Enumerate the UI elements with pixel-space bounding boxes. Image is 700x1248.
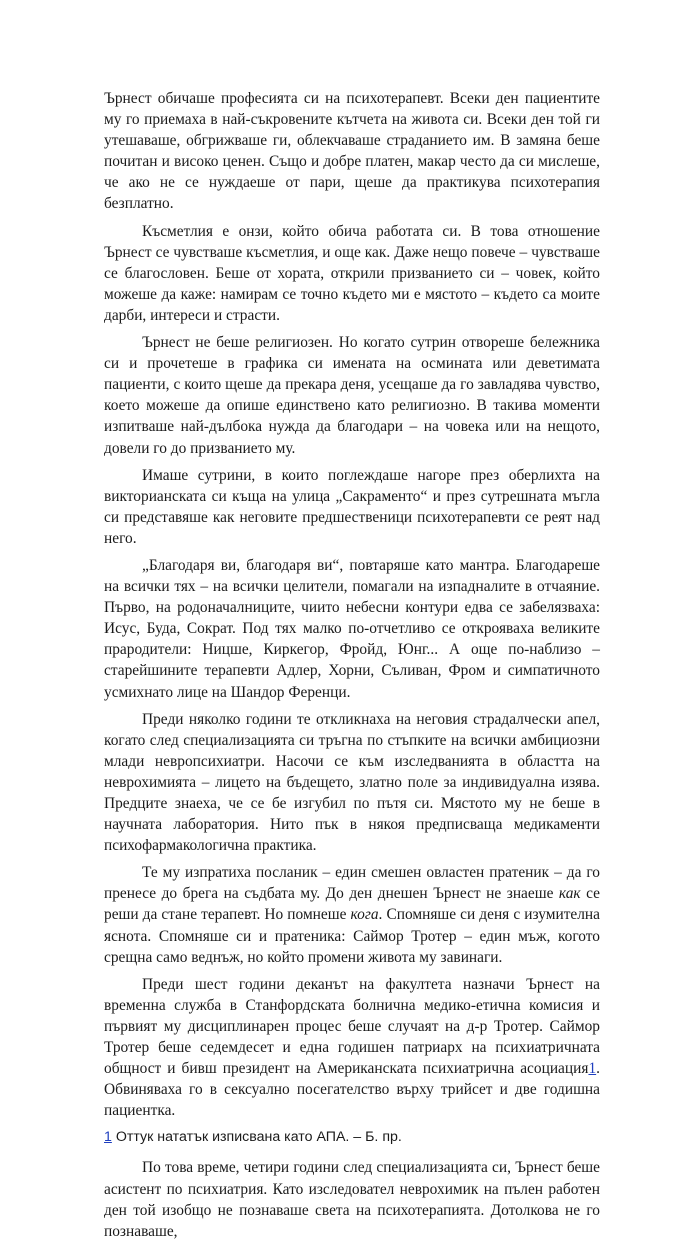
paragraph-2: Късметлия е онзи, който обича работата си. В това отношение Ърнест се чувстваше късметлия, и още как. Даже нещо повече – чувстваше се благословен. Беше от хората, открили призванието си – човек, който можеше да каже: намирам се точно където ми е мястото – където са моите дарби, интереси и страсти. bbox=[104, 222, 600, 324]
document-page bbox=[104, 88, 600, 1248]
footnote-number-link[interactable]: 1 bbox=[104, 1129, 112, 1146]
footnote bbox=[104, 1127, 600, 1147]
footnote-text: Оттук нататък изписвана като АПА. – Б. пр. bbox=[111, 1129, 402, 1146]
paragraph-4: Имаше сутрини, в които поглеждаше нагоре през оберлихта на викторианската си къща на улица „Сакраменто“ и през сутрешната мъгла си представяше как неговите предшественици психотерапевти се реят над него. bbox=[104, 466, 600, 547]
emphasis-how: как bbox=[558, 885, 581, 903]
paragraph-6: Преди няколко години те откликнаха на неговия страдалчески апел, когато след специализацията си тръгна по стъпките на всички амбициозни млади невропсихиатри. Насочи се към изследванията в областта на неврохимията – лицето на бъдещето, златно поле за индивидуална изява. Предците знаеха, че се бе изгубил по пътя си. Мястото му не беше в научната лаборатория. Нито пък в някоя предписваща медикаменти психофармакологична практика. bbox=[104, 710, 600, 855]
emphasis-when: кога bbox=[350, 906, 379, 924]
paragraph-3: Ърнест не беше религиозен. Но когато сутрин отвореше бележника си и прочетеше в графика си имената на осмината или деветимата пациенти, с които щеше да прекара деня, усещаше да го завладява чувство, което можеше да опише единствено като религиозно. В такива моменти изпитваше най-дълбока нужда да благодари – на човека или на нещото, довели го до призванието му. bbox=[104, 334, 600, 457]
paragraph-9: По това време, четири години след специализацията си, Ърнест беше асистент по психиатрия. Като изследовател неврохимик на пълен работен ден той изобщо не познаваше света на психотерапията. Дотолкова не го познаваше, bbox=[104, 1159, 600, 1240]
paragraph-7-part-3: . Спомняше си деня с изумителна яснота. Спомняше си и пратеника: Саймор Тротер – един мъж, когото срещна само веднъж, но който промени живота му завинаги. bbox=[104, 906, 600, 966]
paragraph-1: Ърнест обичаше професията си на психотерапевт. Всеки ден пациентите му го приемаха в най-съкровените кътчета на живота си. Всеки ден той ги утешаваше, обгрижваше ги, облекчаваше страданието им. В замяна беше почитан и високо ценен. Също и добре платен, макар често да си мислеше, че ако не се нуждаеше от пари, щеше да практикува психотерапия безплатно. bbox=[104, 90, 600, 213]
footnote-reference-link[interactable]: 1 bbox=[588, 1060, 597, 1078]
paragraph-5: „Благодаря ви, благодаря ви“, повтаряше като мантра. Благодареше на всички тях – на всички целители, помагали на изпадналите в отчаяние. Първо, на родоначалниците, чиито небесни контури едва се забелязваха: Исус, Буда, Сократ. Под тях малко по-отчетливо се открояваха великите прародители: Ницше, Киркегор, Фройд, Юнг... А още по-наблизо – старейшините терапевти Адлер, Хорни, Съливан, Фром и симпатичното усмихнато лице на Шандор Ференци. bbox=[104, 556, 600, 701]
paragraph-7 bbox=[104, 862, 600, 967]
paragraph-7-part-2: се реши да стане терапевт. Но помнеше bbox=[104, 885, 601, 924]
paragraph-7-part-1: Те му изпратиха посланик – един смешен овластен пратеник – да го пренесе до брега на съдбата му. До ден днешен Ърнест не знаеше bbox=[104, 864, 600, 903]
paragraph-8-tail: . Обвиняваха го в сексуално посегателство върху трийсет и две годишна пациентка. bbox=[104, 1060, 600, 1120]
paragraph-8 bbox=[104, 974, 600, 1122]
paragraph-8-text: Преди шест години деканът на факултета назначи Ърнест на временна служба в Станфордската болнична медико-етична комисия и първият му дисциплинарен процес беше случаят на д-р Тротер. Саймор Тротер беше седемдесет и една годишен патриарх на психиатричната общност и бивш президент на Американската психиатрична асоциация bbox=[104, 975, 600, 1078]
